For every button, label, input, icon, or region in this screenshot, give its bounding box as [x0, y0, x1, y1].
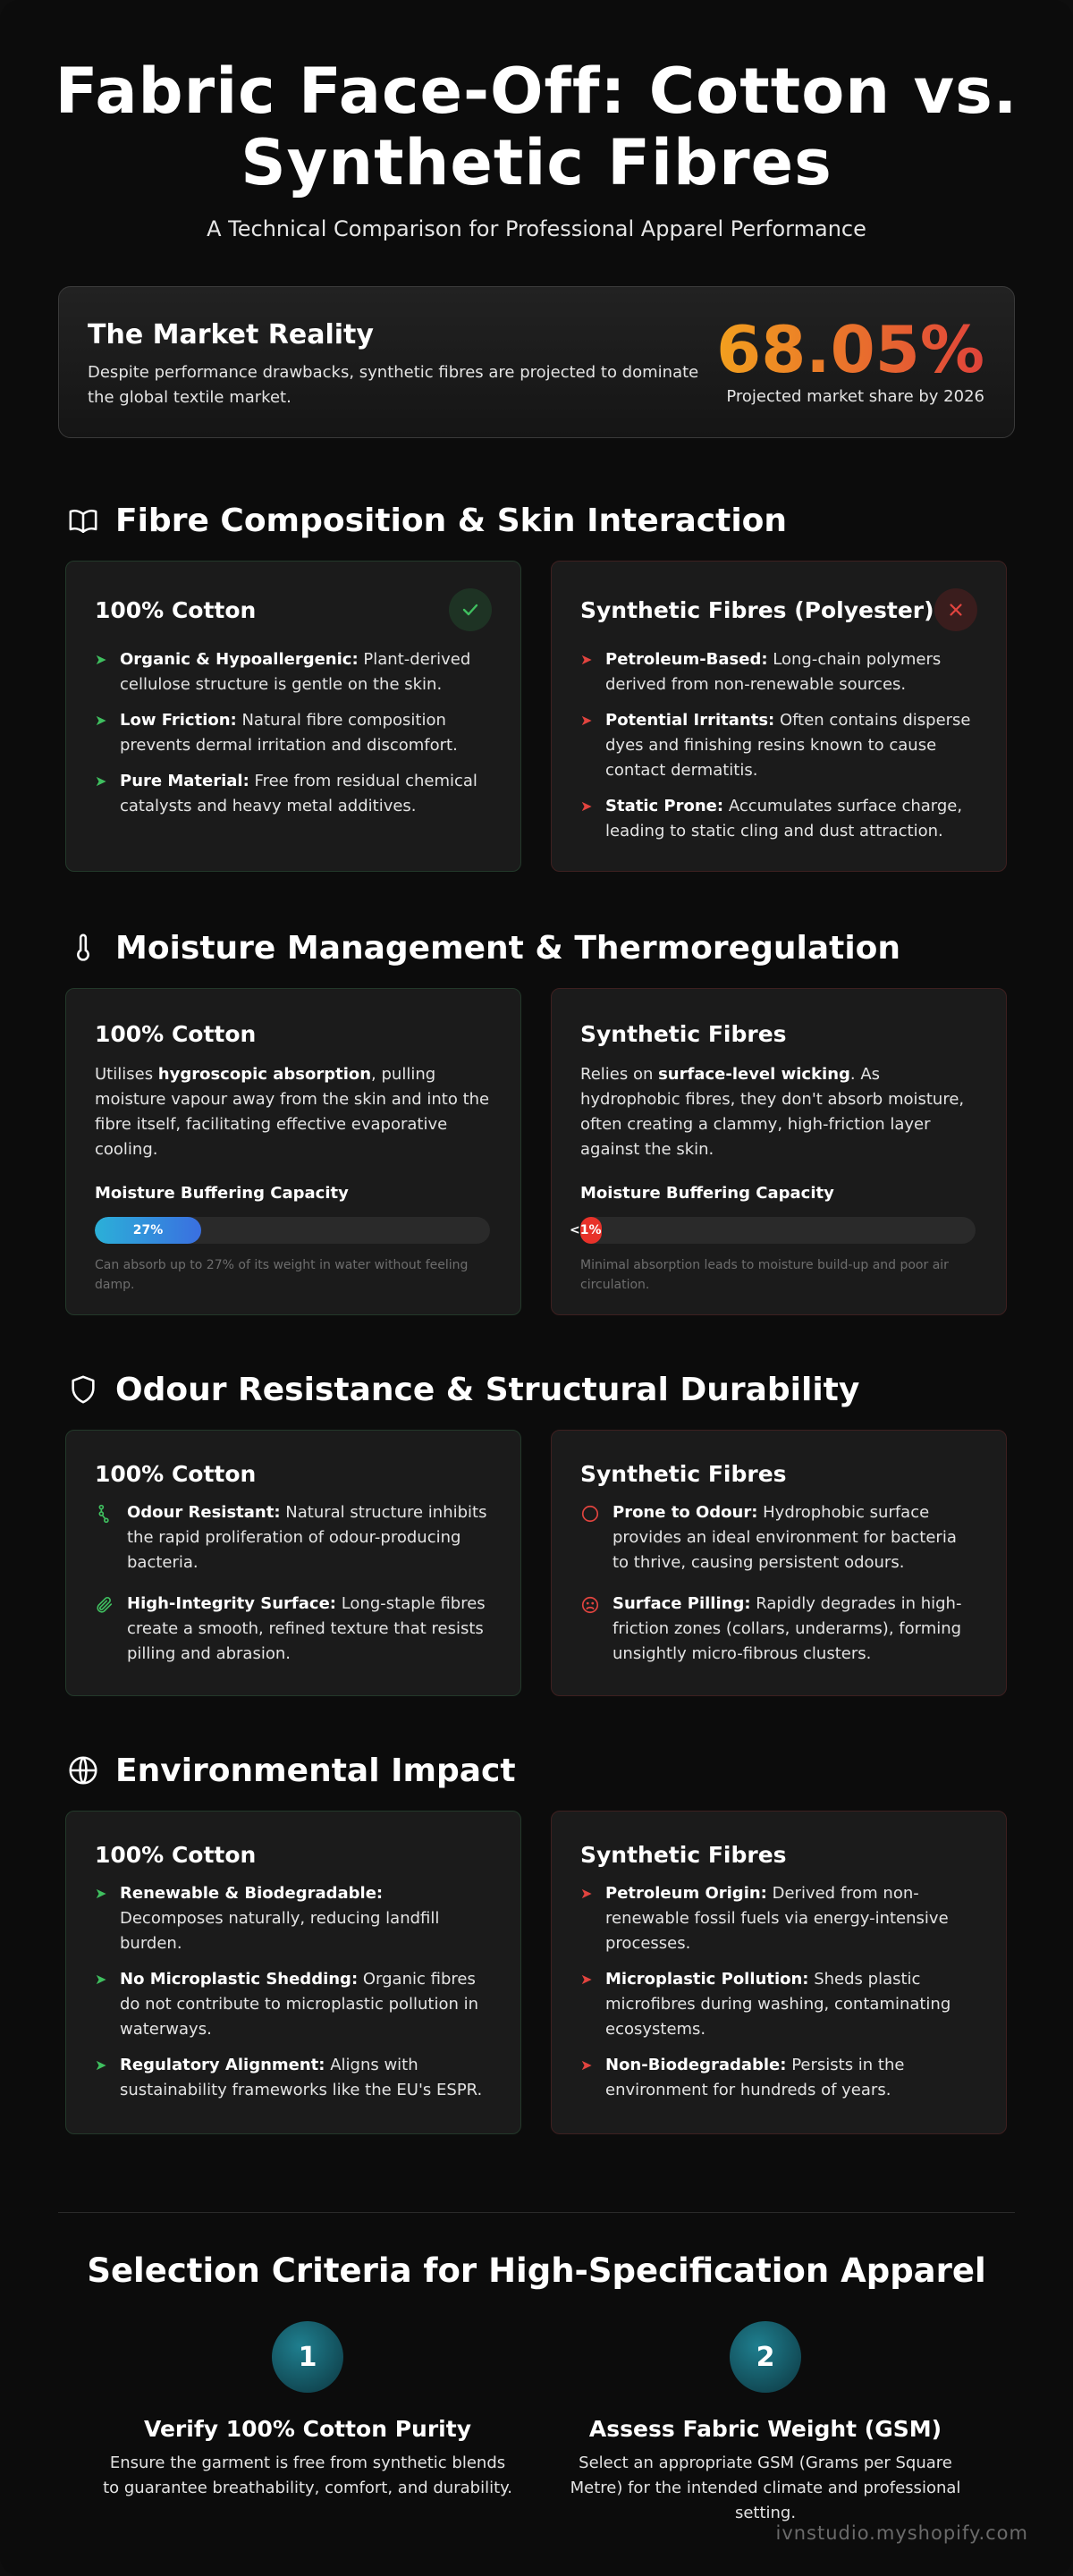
card-title: 100% Cotton [95, 597, 257, 623]
footer-url[interactable]: ivnstudio.myshopify.com [775, 2522, 1028, 2544]
frown-icon [580, 1595, 600, 1615]
composition-cotton-list [95, 647, 488, 830]
check-icon [449, 588, 492, 631]
section-heading-odour [65, 1370, 859, 1409]
card-title: Synthetic Fibres [580, 1461, 787, 1487]
criteria-heading: Selection Criteria for High-Specification Apparel [87, 2251, 986, 2290]
market-share-caption: Projected market share by 2026 [726, 387, 984, 406]
step-number: 2 [730, 2321, 801, 2393]
list-item: ➤ Non-Biodegradable: Persists in the environment for hundreds of years. [580, 2053, 974, 2103]
market-title: The Market Reality [88, 319, 374, 351]
market-description: Despite performance drawbacks, synthetic fibres are projected to dominate the global textile market. [88, 363, 699, 407]
list-item: ➤ Organic & Hypoallergenic: Plant-derived cellulose structure is gentle on the skin. [95, 647, 488, 697]
moisture-cotton-card [65, 988, 521, 1315]
section-title: Environmental Impact [115, 1752, 516, 1789]
step-title: Verify 100% Cotton Purity [143, 2416, 471, 2442]
card-title: Synthetic Fibres [580, 1021, 787, 1047]
card-title: 100% Cotton [95, 1461, 257, 1487]
meter-note: Minimal absorption leads to moisture build-up and poor air circulation. [580, 1258, 949, 1292]
moisture-meter-track [95, 1217, 490, 1244]
composition-synthetic-list [580, 647, 974, 855]
environment-synthetic-list [580, 1881, 974, 2114]
list-item: ➤ Low Friction: Natural fibre composition prevents dermal irritation and discomfort. [95, 708, 488, 758]
card-title: 100% Cotton [95, 1842, 257, 1868]
list-item: Prone to Odour: Hydrophobic surface provides an ideal environment for bacteria to thrive, causing persistent odours. [580, 1500, 974, 1575]
section-title: Moisture Management & Thermoregulation [115, 929, 901, 967]
arrow-icon: ➤ [95, 712, 107, 729]
list-item: ➤ Renewable & Biodegradable: Decomposes naturally, reducing landfill burden. [95, 1881, 488, 1956]
moisture-meter-track [570, 1217, 976, 1244]
list-item: ➤ Regulatory Alignment: Aligns with sustainability frameworks like the EU's ESPR. [95, 2053, 488, 2103]
environment-cotton-list [95, 1881, 488, 2114]
section-title: Odour Resistance & Structural Durability [115, 1371, 860, 1408]
arrow-icon: ➤ [580, 798, 593, 815]
arrow-icon: ➤ [580, 651, 593, 668]
moisture-meter-fill: <1% [580, 1217, 602, 1244]
list-item: ➤ No Microplastic Shedding: Organic fibres do not contribute to microplastic pollution in waterways. [95, 1967, 488, 2042]
composition-cotton-card [65, 561, 521, 872]
arrow-icon: ➤ [95, 2057, 107, 2073]
arrow-icon: ➤ [580, 712, 593, 729]
section-heading-composition [65, 501, 787, 540]
list-item: ➤ Potential Irritants: Often contains disperse dyes and finishing resins known to cause contact dermatitis. [580, 708, 974, 783]
card-title: Synthetic Fibres [580, 1842, 787, 1868]
arrow-icon: ➤ [95, 773, 107, 790]
criteria-step-1 [93, 2321, 522, 2501]
criteria-step-2 [551, 2321, 980, 2526]
section-heading-environment [65, 1751, 516, 1790]
environment-synthetic-card [551, 1811, 1007, 2134]
arrow-icon: ➤ [580, 2057, 593, 2073]
moisture-cotton-text: Utilises hygroscopic absorption, pulling moisture vapour away from the skin and into the fibre itself, facilitating effective evaporative cooling. [95, 1065, 490, 1159]
card-title: Synthetic Fibres (Polyester) [580, 597, 934, 623]
arrow-icon: ➤ [95, 651, 107, 668]
odour-cotton-list [95, 1500, 488, 1683]
arrow-icon: ➤ [580, 1885, 593, 1902]
list-item: ➤ Petroleum-Based: Long-chain polymers derived from non-renewable sources. [580, 647, 974, 697]
step-title: Assess Fabric Weight (GSM) [588, 2416, 942, 2442]
arrow-icon: ➤ [580, 1971, 593, 1988]
card-title: 100% Cotton [95, 1021, 257, 1047]
meter-label: Moisture Buffering Capacity [95, 1184, 349, 1203]
moisture-meter-fill: 27% [95, 1217, 201, 1244]
molecule-icon [95, 1504, 114, 1524]
market-reality-card [58, 286, 1015, 438]
meter-label: Moisture Buffering Capacity [580, 1184, 834, 1203]
cross-icon [934, 588, 977, 631]
list-item: High-Integrity Surface: Long-staple fibres create a smooth, refined texture that resists pilling and abrasion. [95, 1592, 488, 1667]
list-item: ➤ Static Prone: Accumulates surface charge, leading to static cling and dust attraction. [580, 794, 974, 844]
circle-icon [580, 1504, 600, 1524]
book-icon [65, 503, 101, 538]
odour-synthetic-list [580, 1500, 974, 1683]
odour-synthetic-card [551, 1430, 1007, 1696]
list-item: ➤ Petroleum Origin: Derived from non-renewable fossil fuels via energy-intensive processes. [580, 1881, 974, 1956]
page-subtitle: A Technical Comparison for Professional Apparel Performance [207, 216, 866, 241]
odour-cotton-card [65, 1430, 521, 1696]
page-title: Fabric Face-Off: Cotton vs. Synthetic Fibres [55, 55, 1018, 199]
shield-icon [65, 1372, 101, 1407]
step-text: Ensure the garment is free from synthetic blends to guarantee breathability, comfort, and durability. [103, 2454, 512, 2497]
list-item: ➤ Pure Material: Free from residual chemical catalysts and heavy metal additives. [95, 769, 488, 819]
divider [58, 2212, 1015, 2213]
market-share-stat: 68.05% [716, 312, 984, 387]
globe-icon [65, 1753, 101, 1788]
composition-synthetic-card [551, 561, 1007, 872]
section-title: Fibre Composition & Skin Interaction [115, 502, 788, 539]
list-item: Odour Resistant: Natural structure inhibits the rapid proliferation of odour-producing bacteria. [95, 1500, 488, 1575]
moisture-synthetic-text: Relies on surface-level wicking. As hydrophobic fibres, they don't absorb moisture, often creating a clammy, high-friction layer against the skin. [580, 1065, 965, 1159]
step-number: 1 [272, 2321, 343, 2393]
moisture-synthetic-card [551, 988, 1007, 1315]
meter-note: Can absorb up to 27% of its weight in water without feeling damp. [95, 1258, 469, 1292]
arrow-icon: ➤ [95, 1971, 107, 1988]
list-item: ➤ Microplastic Pollution: Sheds plastic microfibres during washing, contaminating ecosystems. [580, 1967, 974, 2042]
list-item: Surface Pilling: Rapidly degrades in high-friction zones (collars, underarms), forming unsightly micro-fibrous clusters. [580, 1592, 974, 1667]
environment-cotton-card [65, 1811, 521, 2134]
section-heading-moisture [65, 928, 900, 967]
paperclip-icon [95, 1595, 114, 1615]
hero [0, 0, 1073, 241]
step-text: Select an appropriate GSM (Grams per Square Metre) for the intended climate and professional setting. [570, 2454, 961, 2522]
arrow-icon: ➤ [95, 1885, 107, 1902]
thermometer-icon [65, 930, 101, 966]
